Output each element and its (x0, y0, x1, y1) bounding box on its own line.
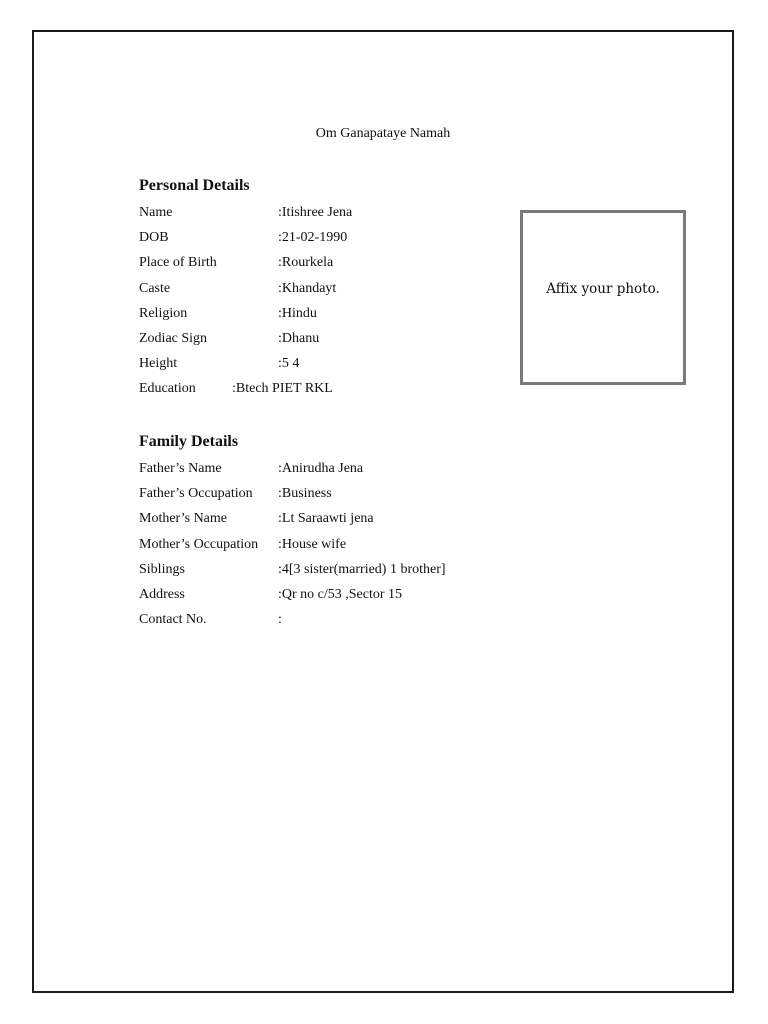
family-details-heading: Family Details (139, 433, 239, 450)
detail-label: Name (139, 205, 173, 220)
detail-label: Religion (139, 305, 188, 321)
detail-value: :Itishree Jena (278, 205, 353, 220)
detail-label: Address (139, 586, 185, 602)
detail-value: :Lt Saraawti jena (278, 511, 374, 527)
detail-label: Education (139, 381, 196, 397)
detail-label: Mother’s Occupation (139, 536, 259, 552)
photo-placeholder (520, 210, 686, 385)
detail-value: :Khandayt (278, 280, 337, 296)
detail-value: :4[3 sister(married) 1 brother] (278, 561, 446, 577)
detail-value: :21-02-1990 (278, 230, 348, 246)
document-page (32, 30, 734, 993)
personal-details-heading: Personal Details (139, 177, 250, 194)
detail-value: :Btech PIET RKL (232, 381, 333, 397)
detail-label: Father’s Name (139, 461, 222, 476)
detail-label: Caste (139, 280, 171, 296)
detail-label: Mother’s Name (139, 511, 227, 527)
detail-value: :Dhanu (278, 330, 320, 346)
detail-label: Siblings (139, 561, 185, 577)
detail-value: : (278, 612, 282, 628)
detail-value: :Business (278, 486, 332, 502)
detail-label: Place of Birth (139, 255, 217, 271)
detail-label: Height (139, 356, 178, 372)
detail-label: Contact No. (139, 612, 207, 628)
detail-value: :House wife (278, 536, 347, 552)
detail-label: Zodiac Sign (139, 330, 208, 346)
detail-value: :Qr no c/53 ,Sector 15 (278, 586, 403, 602)
detail-value: :Hindu (278, 305, 317, 321)
detail-value: :Rourkela (278, 255, 334, 271)
detail-value: :5 4 (278, 356, 300, 372)
detail-label: DOB (139, 230, 169, 246)
detail-label: Father’s Occupation (139, 486, 253, 502)
detail-value: :Anirudha Jena (278, 461, 364, 476)
page-header: Om Ganapataye Namah (315, 126, 451, 141)
photo-placeholder-text: Affix your photo. (546, 280, 660, 297)
